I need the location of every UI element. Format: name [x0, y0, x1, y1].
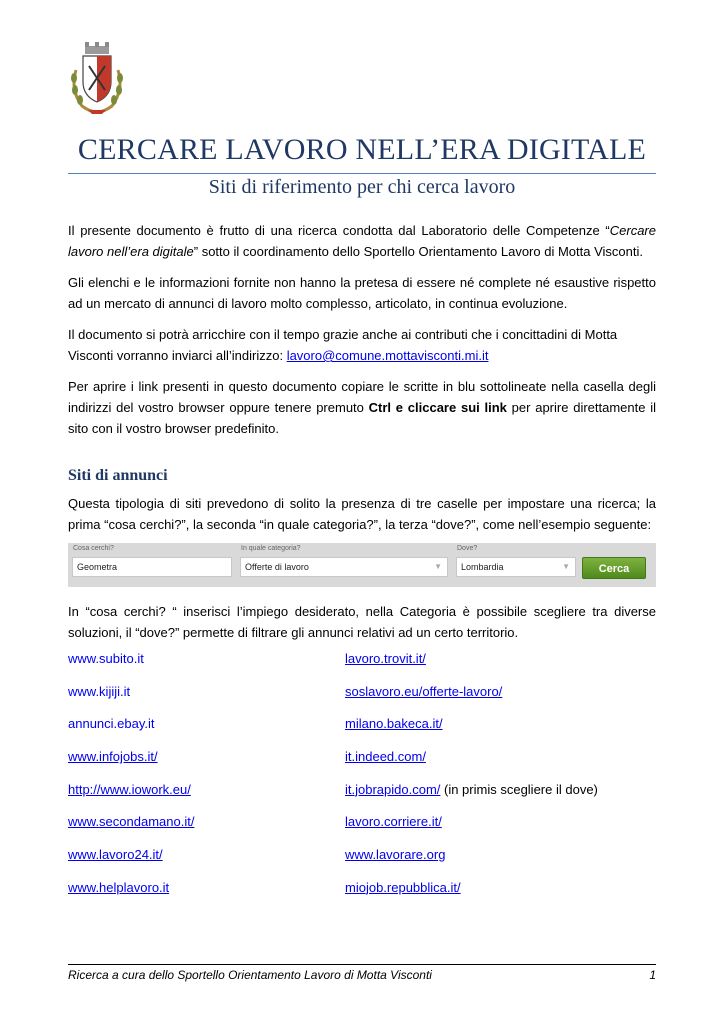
link-left[interactable]: http://www.iowork.eu/	[68, 781, 191, 797]
link-note: (in primis scegliere il dove)	[440, 781, 598, 797]
paragraph-text: Il documento si potrà arricchire con il tempo grazie anche ai contributi che i concittadini di Motta Visconti vorranno inviarci all’indirizzo:	[68, 327, 618, 363]
search-what-input: Geometra	[72, 557, 232, 577]
section-heading-ads: Siti di annunci	[68, 467, 168, 484]
search-where-label: Dove?	[457, 545, 478, 552]
chevron-down-icon: ▼	[434, 562, 442, 571]
document-title: CERCARE LAVORO NELL’ERA DIGITALE	[77, 133, 647, 166]
link-left[interactable]: annunci.ebay.it	[68, 716, 155, 732]
page-number: 1	[649, 968, 656, 982]
footer-text: Ricerca a cura dello Sportello Orientamento Lavoro di Motta Visconti	[68, 968, 432, 982]
email-link[interactable]: lavoro@comune.mottavisconti.mi.it	[286, 348, 489, 363]
link-left[interactable]: www.kijiji.it	[68, 683, 131, 699]
link-right[interactable]: lavoro.corriere.it/	[345, 814, 442, 830]
search-category-select	[240, 557, 448, 577]
list-item	[68, 847, 656, 880]
list-item	[68, 782, 656, 815]
paragraph-text: Il presente documento è frutto di una ricerca condotta dal Laboratorio delle Competenze “	[68, 223, 610, 238]
search-where-value: Lombardia	[461, 562, 504, 572]
list-item	[68, 651, 656, 684]
paragraph-intro	[68, 220, 656, 262]
link-right[interactable]: lavoro.trovit.it/	[345, 651, 426, 666]
list-item	[68, 814, 656, 847]
search-where-select	[456, 557, 576, 577]
search-example-image	[68, 543, 656, 587]
search-example-button: Cerca	[582, 557, 646, 579]
paragraph-disclaimer: Gli elenchi e le informazioni fornite non hanno la pretesa di essere né complete né esaustive rispetto ad un mercato di annunci di lavoro molto complesso, articolato, in continua evoluzione.	[68, 275, 656, 311]
link-list	[68, 651, 656, 913]
link-right[interactable]: soslavoro.eu/offerte-lavoro/	[345, 683, 503, 699]
title-divider	[68, 173, 656, 174]
link-left[interactable]: www.helplavoro.it	[68, 879, 170, 895]
link-left[interactable]: www.infojobs.it/	[68, 749, 158, 765]
chevron-down-icon: ▼	[562, 562, 570, 571]
link-right[interactable]: it.indeed.com/	[345, 749, 426, 765]
search-category-label: In quale categoria?	[241, 545, 301, 552]
link-left[interactable]: www.secondamano.it/	[68, 814, 195, 830]
paragraph-section-intro: Questa tipologia di siti prevedono di solito la presenza di tre caselle per impostare una ricerca; la prima “cosa cerchi?”, la seconda “in quale categoria?”, la terza “dove?”, come nell’esempio seguente:	[68, 496, 656, 532]
ctrl-click-bold: Ctrl e cliccare sui link	[368, 400, 507, 415]
lab-name-italic: Cercare lavoro nell’era digitale	[68, 223, 656, 259]
link-left[interactable]: www.subito.it	[68, 651, 144, 666]
list-item	[68, 716, 656, 749]
paragraph-contribute	[68, 324, 656, 366]
paragraph-text: Per aprire i link presenti in questo documento copiare le scritte in blu sottolineate nella casella degli indirizzi del vostro browser oppure tenere premuto	[68, 379, 656, 415]
link-right[interactable]: miojob.repubblica.it/	[345, 879, 461, 895]
search-category-value: Offerte di lavoro	[245, 562, 309, 572]
link-right[interactable]: milano.bakeca.it/	[345, 716, 443, 732]
link-right[interactable]: it.jobrapido.com/	[345, 781, 441, 797]
paragraph-text: ” sotto il coordinamento dello Sportello Orientamento Lavoro di Motta Visconti.	[193, 244, 643, 259]
municipal-crest-logo	[66, 40, 128, 116]
paragraph-after-example: In “cosa cerchi? “ inserisci l’impiego desiderato, nella Categoria è possibile scegliere tra diverse soluzioni, il “dove?” permette di filtrare gli annunci relativi ad un certo territorio.	[68, 604, 656, 640]
paragraph-text: per aprire direttamente il sito con il vostro browser predefinito.	[68, 400, 657, 436]
list-item	[68, 880, 656, 913]
search-what-label: Cosa cerchi?	[73, 545, 114, 552]
list-item	[68, 749, 656, 782]
footer-divider	[68, 964, 656, 965]
link-right[interactable]: www.lavorare.org	[345, 847, 446, 863]
list-item	[68, 684, 656, 717]
document-body	[68, 220, 656, 913]
paragraph-instructions	[68, 376, 656, 439]
document-subtitle: Siti di riferimento per chi cerca lavoro	[208, 176, 516, 198]
link-left[interactable]: www.lavoro24.it/	[68, 847, 163, 863]
